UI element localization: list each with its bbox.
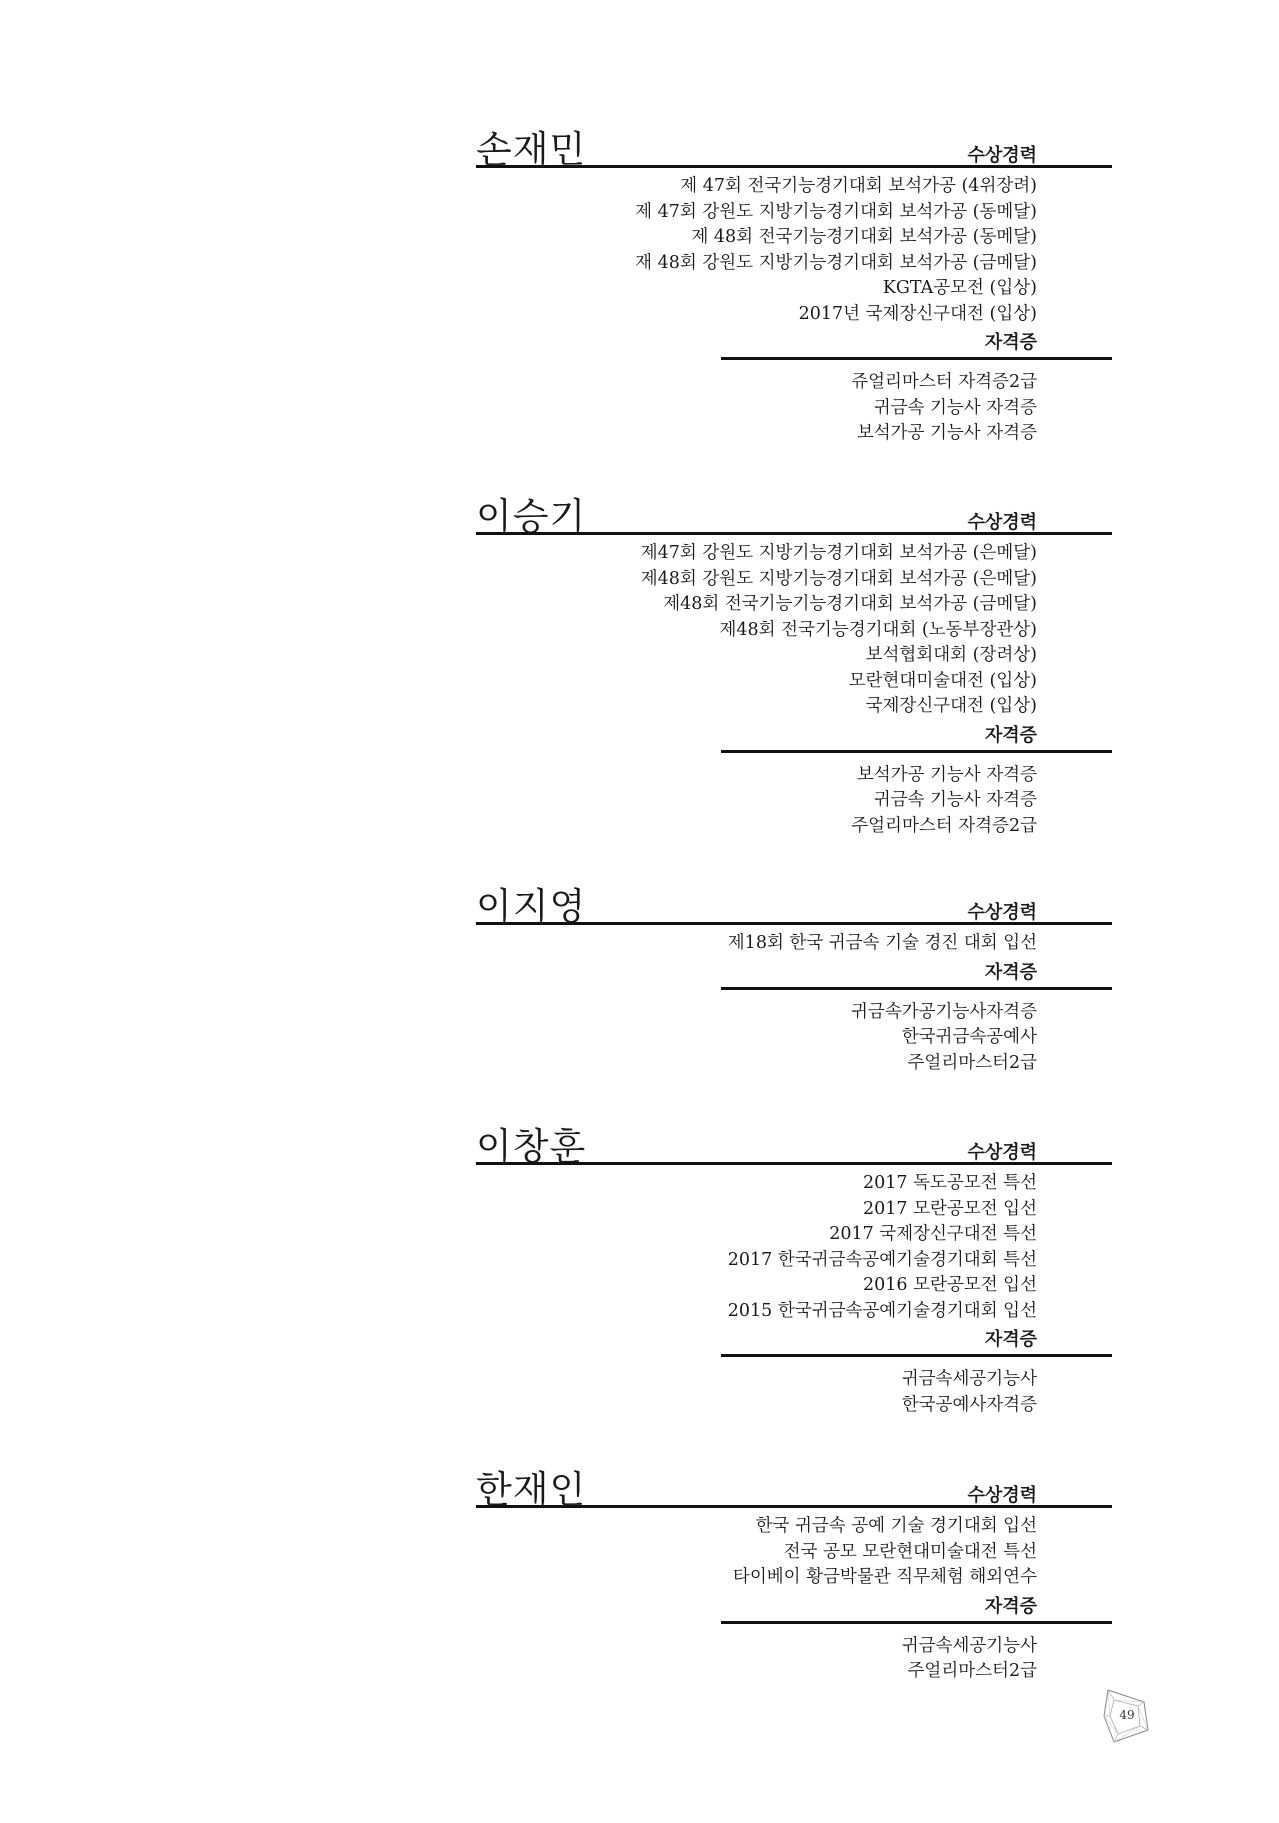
award-item: 제48회 전국기능기능경기대회 보석가공 (금메달) bbox=[663, 594, 1037, 614]
certs-list bbox=[476, 370, 1112, 447]
cert-item: 귀금속 기능사 자격증 bbox=[873, 397, 1037, 418]
award-item: 2017년 국제장신구대전 (입상) bbox=[798, 303, 1037, 324]
award-item: 제48회 전국기능경기대회 (노동부장관상) bbox=[719, 619, 1037, 640]
award-item: 전국 공모 모란현대미술대전 특선 bbox=[783, 1541, 1037, 1562]
award-item: 보석협회대회 (장려상) bbox=[865, 645, 1037, 665]
person-name: 이승기 bbox=[476, 495, 587, 538]
person-name: 한재인 bbox=[476, 1468, 587, 1511]
award-item: 2017 국제장신구대전 특선 bbox=[829, 1224, 1037, 1244]
name-underline bbox=[476, 1505, 1112, 1508]
award-item: 타이베이 황금박물관 직무체험 해외연수 bbox=[732, 1567, 1037, 1587]
name-row bbox=[476, 875, 1112, 928]
certs-list bbox=[476, 1634, 1112, 1685]
certs-heading: 자격증 bbox=[721, 331, 1112, 360]
certs-list bbox=[476, 1000, 1112, 1077]
name-row bbox=[476, 118, 1112, 171]
page-number-mark bbox=[1100, 1686, 1154, 1746]
award-item: 제47회 강원도 지방기능경기대회 보석가공 (은메달) bbox=[640, 543, 1037, 563]
awards-heading: 수상경력 bbox=[967, 1142, 1037, 1163]
profile-son-jaemin bbox=[476, 118, 1112, 447]
cert-item: 쥬얼리마스터 자격증2급 bbox=[851, 372, 1037, 392]
award-item: 2016 모란공모전 입선 bbox=[863, 1275, 1037, 1295]
profile-lee-jiyoung bbox=[476, 875, 1112, 1076]
name-row bbox=[476, 485, 1112, 538]
award-item: 2017 한국귀금속공예기술경기대회 특선 bbox=[727, 1249, 1037, 1270]
certs-heading: 자격증 bbox=[721, 724, 1112, 753]
cert-item: 귀금속세공기능사 bbox=[901, 1635, 1037, 1656]
cert-item: 주얼리마스터 자격증2급 bbox=[851, 815, 1037, 836]
award-item: 2017 독도공모전 특선 bbox=[863, 1173, 1037, 1193]
award-item: 한국 귀금속 공예 기술 경기대회 입선 bbox=[755, 1516, 1037, 1536]
cert-item: 주얼리마스터2급 bbox=[907, 1052, 1037, 1073]
award-item: 제 48회 전국기능경기대회 보석가공 (동메달) bbox=[691, 227, 1037, 247]
award-item: 제18회 한국 귀금속 기술 경진 대회 입선 bbox=[727, 933, 1037, 953]
person-name: 이지영 bbox=[476, 885, 587, 928]
name-underline bbox=[476, 165, 1112, 168]
person-name: 손재민 bbox=[476, 128, 587, 171]
cert-item: 한국공예사자격증 bbox=[901, 1394, 1037, 1415]
profile-lee-changhoon bbox=[476, 1115, 1112, 1418]
awards-heading: 수상경력 bbox=[967, 902, 1037, 923]
award-item: 재 48회 강원도 지방기능경기대회 보석가공 (금메달) bbox=[635, 252, 1037, 273]
awards-list bbox=[476, 174, 1112, 327]
name-row bbox=[476, 1458, 1112, 1511]
awards-list bbox=[476, 1171, 1112, 1324]
awards-list bbox=[476, 931, 1112, 957]
cert-item: 주얼리마스터2급 bbox=[907, 1661, 1037, 1681]
name-row bbox=[476, 1115, 1112, 1168]
awards-heading: 수상경력 bbox=[967, 145, 1037, 166]
cert-item: 귀금속가공기능사자격증 bbox=[851, 1001, 1037, 1022]
awards-heading: 수상경력 bbox=[967, 1485, 1037, 1506]
cert-item: 한국귀금속공예사 bbox=[901, 1027, 1037, 1047]
award-item: 제 47회 전국기능경기대회 보석가공 (4위장려) bbox=[680, 176, 1037, 196]
page-number: 49 bbox=[1119, 1708, 1135, 1722]
certs-heading: 자격증 bbox=[721, 1328, 1112, 1357]
profile-han-jaein bbox=[476, 1458, 1112, 1685]
certs-list bbox=[476, 1367, 1112, 1418]
award-item: 2015 한국귀금속공예기술경기대회 입선 bbox=[727, 1300, 1037, 1321]
cert-item: 귀금속 기능사 자격증 bbox=[873, 790, 1037, 810]
award-item: 모란현대미술대전 (입상) bbox=[848, 670, 1037, 691]
name-underline bbox=[476, 1162, 1112, 1165]
person-name: 이창훈 bbox=[476, 1125, 587, 1168]
cert-item: 귀금속세공기능사 bbox=[901, 1369, 1037, 1389]
cert-item: 보석가공 기능사 자격증 bbox=[856, 764, 1037, 785]
profile-lee-seunggi bbox=[476, 485, 1112, 839]
awards-list bbox=[476, 1514, 1112, 1591]
certs-heading: 자격증 bbox=[721, 961, 1112, 990]
cert-item: 보석가공 기능사 자격증 bbox=[856, 423, 1037, 443]
certs-heading: 자격증 bbox=[721, 1595, 1112, 1624]
award-item: 제 47회 강원도 지방기능경기대회 보석가공 (동메달) bbox=[635, 201, 1037, 222]
award-item: 제48회 강원도 지방기능경기대회 보석가공 (은메달) bbox=[640, 568, 1037, 589]
awards-heading: 수상경력 bbox=[967, 512, 1037, 533]
certs-list bbox=[476, 763, 1112, 840]
name-underline bbox=[476, 922, 1112, 925]
award-item: 2017 모란공모전 입선 bbox=[863, 1198, 1037, 1219]
name-underline bbox=[476, 532, 1112, 535]
awards-list bbox=[476, 541, 1112, 720]
award-item: 국제장신구대전 (입상) bbox=[865, 696, 1037, 716]
award-item: KGTA공모전 (입상) bbox=[882, 278, 1037, 298]
